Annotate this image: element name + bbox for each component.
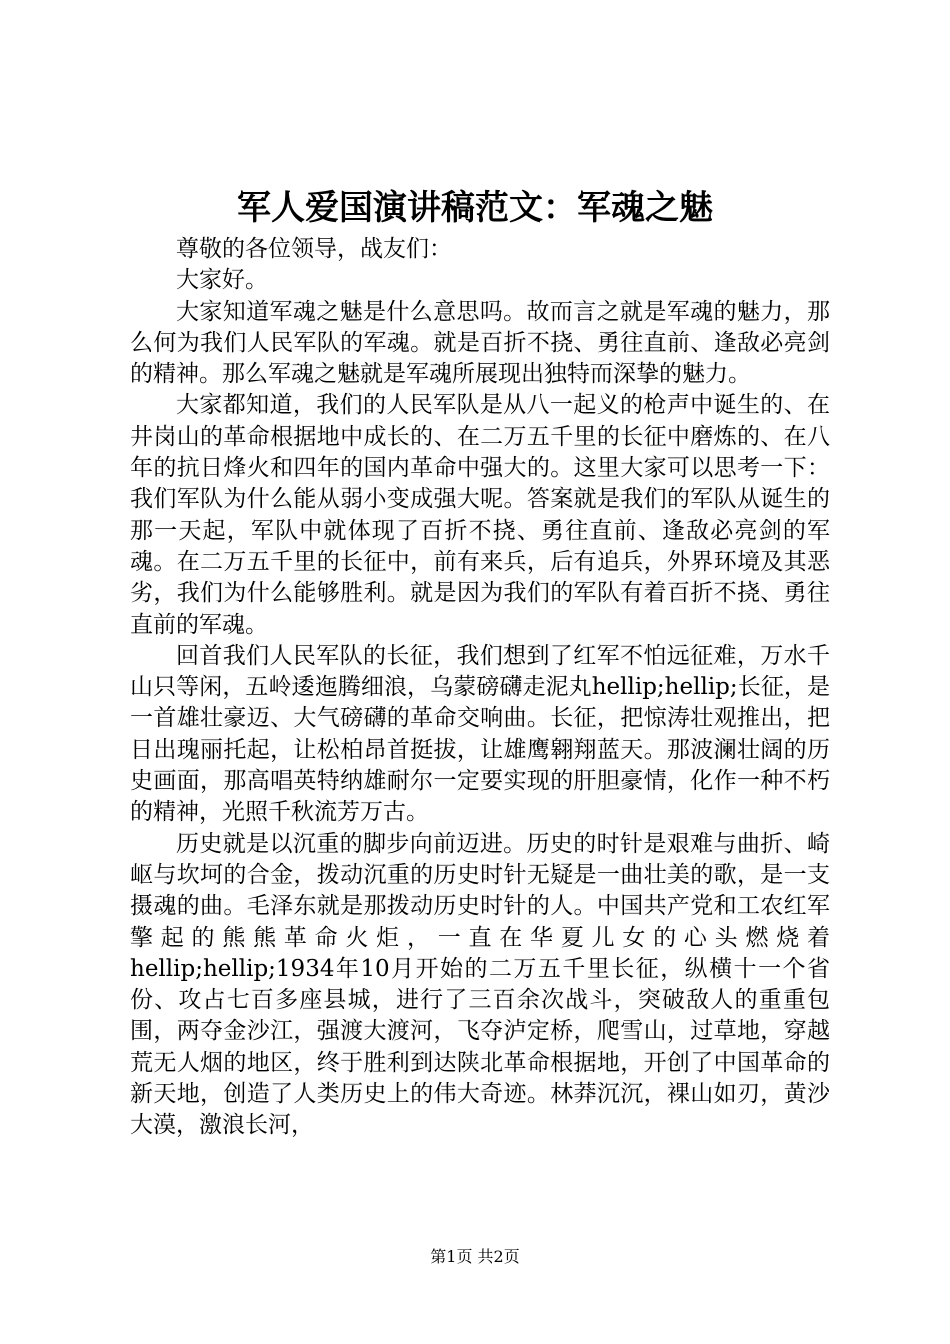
paragraph: 大家都知道，我们的人民军队是从八一起义的枪声中诞生的、在井岗山的革命根据地中成长的、在二万五千里的长征中磨炼的、在八年的抗日烽火和四年的国内革命中强大的。这里大家可以思考一下：我们军队为什么能从弱小变成强大呢。答案就是我们的军队从诞生的那一天起，军队中就体现了百折不挠、勇往直前、逢敌必亮剑的军魂。在二万五千里的长征中，前有来兵，后有追兵，外界环境及其恶劣，我们为什么能够胜利。就是因为我们的军队有着百折不挠、勇往直前的军魂。 [130,392,830,638]
paragraph: 回首我们人民军队的长征，我们想到了红军不怕远征难，万水千山只等闲，五岭逶迤腾细浪，乌蒙磅礴走泥丸hellip;hellip;长征，是一首雄壮豪迈、大气磅礴的革命交响曲。长征，把惊涛壮观推出，把日出瑰丽托起，让松柏昂首挺拔，让雄鹰翱翔蓝天。那波澜壮阔的历史画面，那高唱英特纳雄耐尔一定要实现的肝胆豪情，化作一种不朽的精神，光照千秋流芳万古。 [130,642,830,826]
document-body [130,234,830,1142]
document-title: 军人爱国演讲稿范文：军魂之魅 [237,188,713,228]
salutation: 尊敬的各位领导，战友们： [176,236,452,262]
paragraph: 大家知道军魂之魅是什么意思吗。故而言之就是军魂的魅力，那么何为我们人民军队的军魂。就是百折不挠、勇往直前、逢敌必亮剑的精神。那么军魂之魅就是军魂所展现出独特而深挚的魅力。 [130,298,830,388]
greeting: 大家好。 [176,267,268,294]
paragraph: 历史就是以沉重的脚步向前迈进。历史的时针是艰难与曲折、崎岖与坎坷的合金，拨动沉重的历史时针无疑是一曲壮美的歌，是一支摄魂的曲。毛泽东就是那拨动历史时针的人。中国共产党和工农红军擎起的熊熊革命火炬，一直在华夏儿女的心头燃烧着hellip;hellip;1934年10月开始的二万五千里长征，纵横十一个省份、攻占七百多座县城，进行了三百余次战斗，突破敌人的重重包围，两夺金沙江，强渡大渡河，飞夺泸定桥，爬雪山，过草地，穿越荒无人烟的地区，终于胜利到达陕北革命根据地，开创了中国革命的新天地，创造了人类历史上的伟大奇迹。林莽沉沉，裸山如刃，黄沙大漠，激浪长河， [130,830,830,1139]
page-footer: 第1页 共2页 [430,1247,520,1266]
